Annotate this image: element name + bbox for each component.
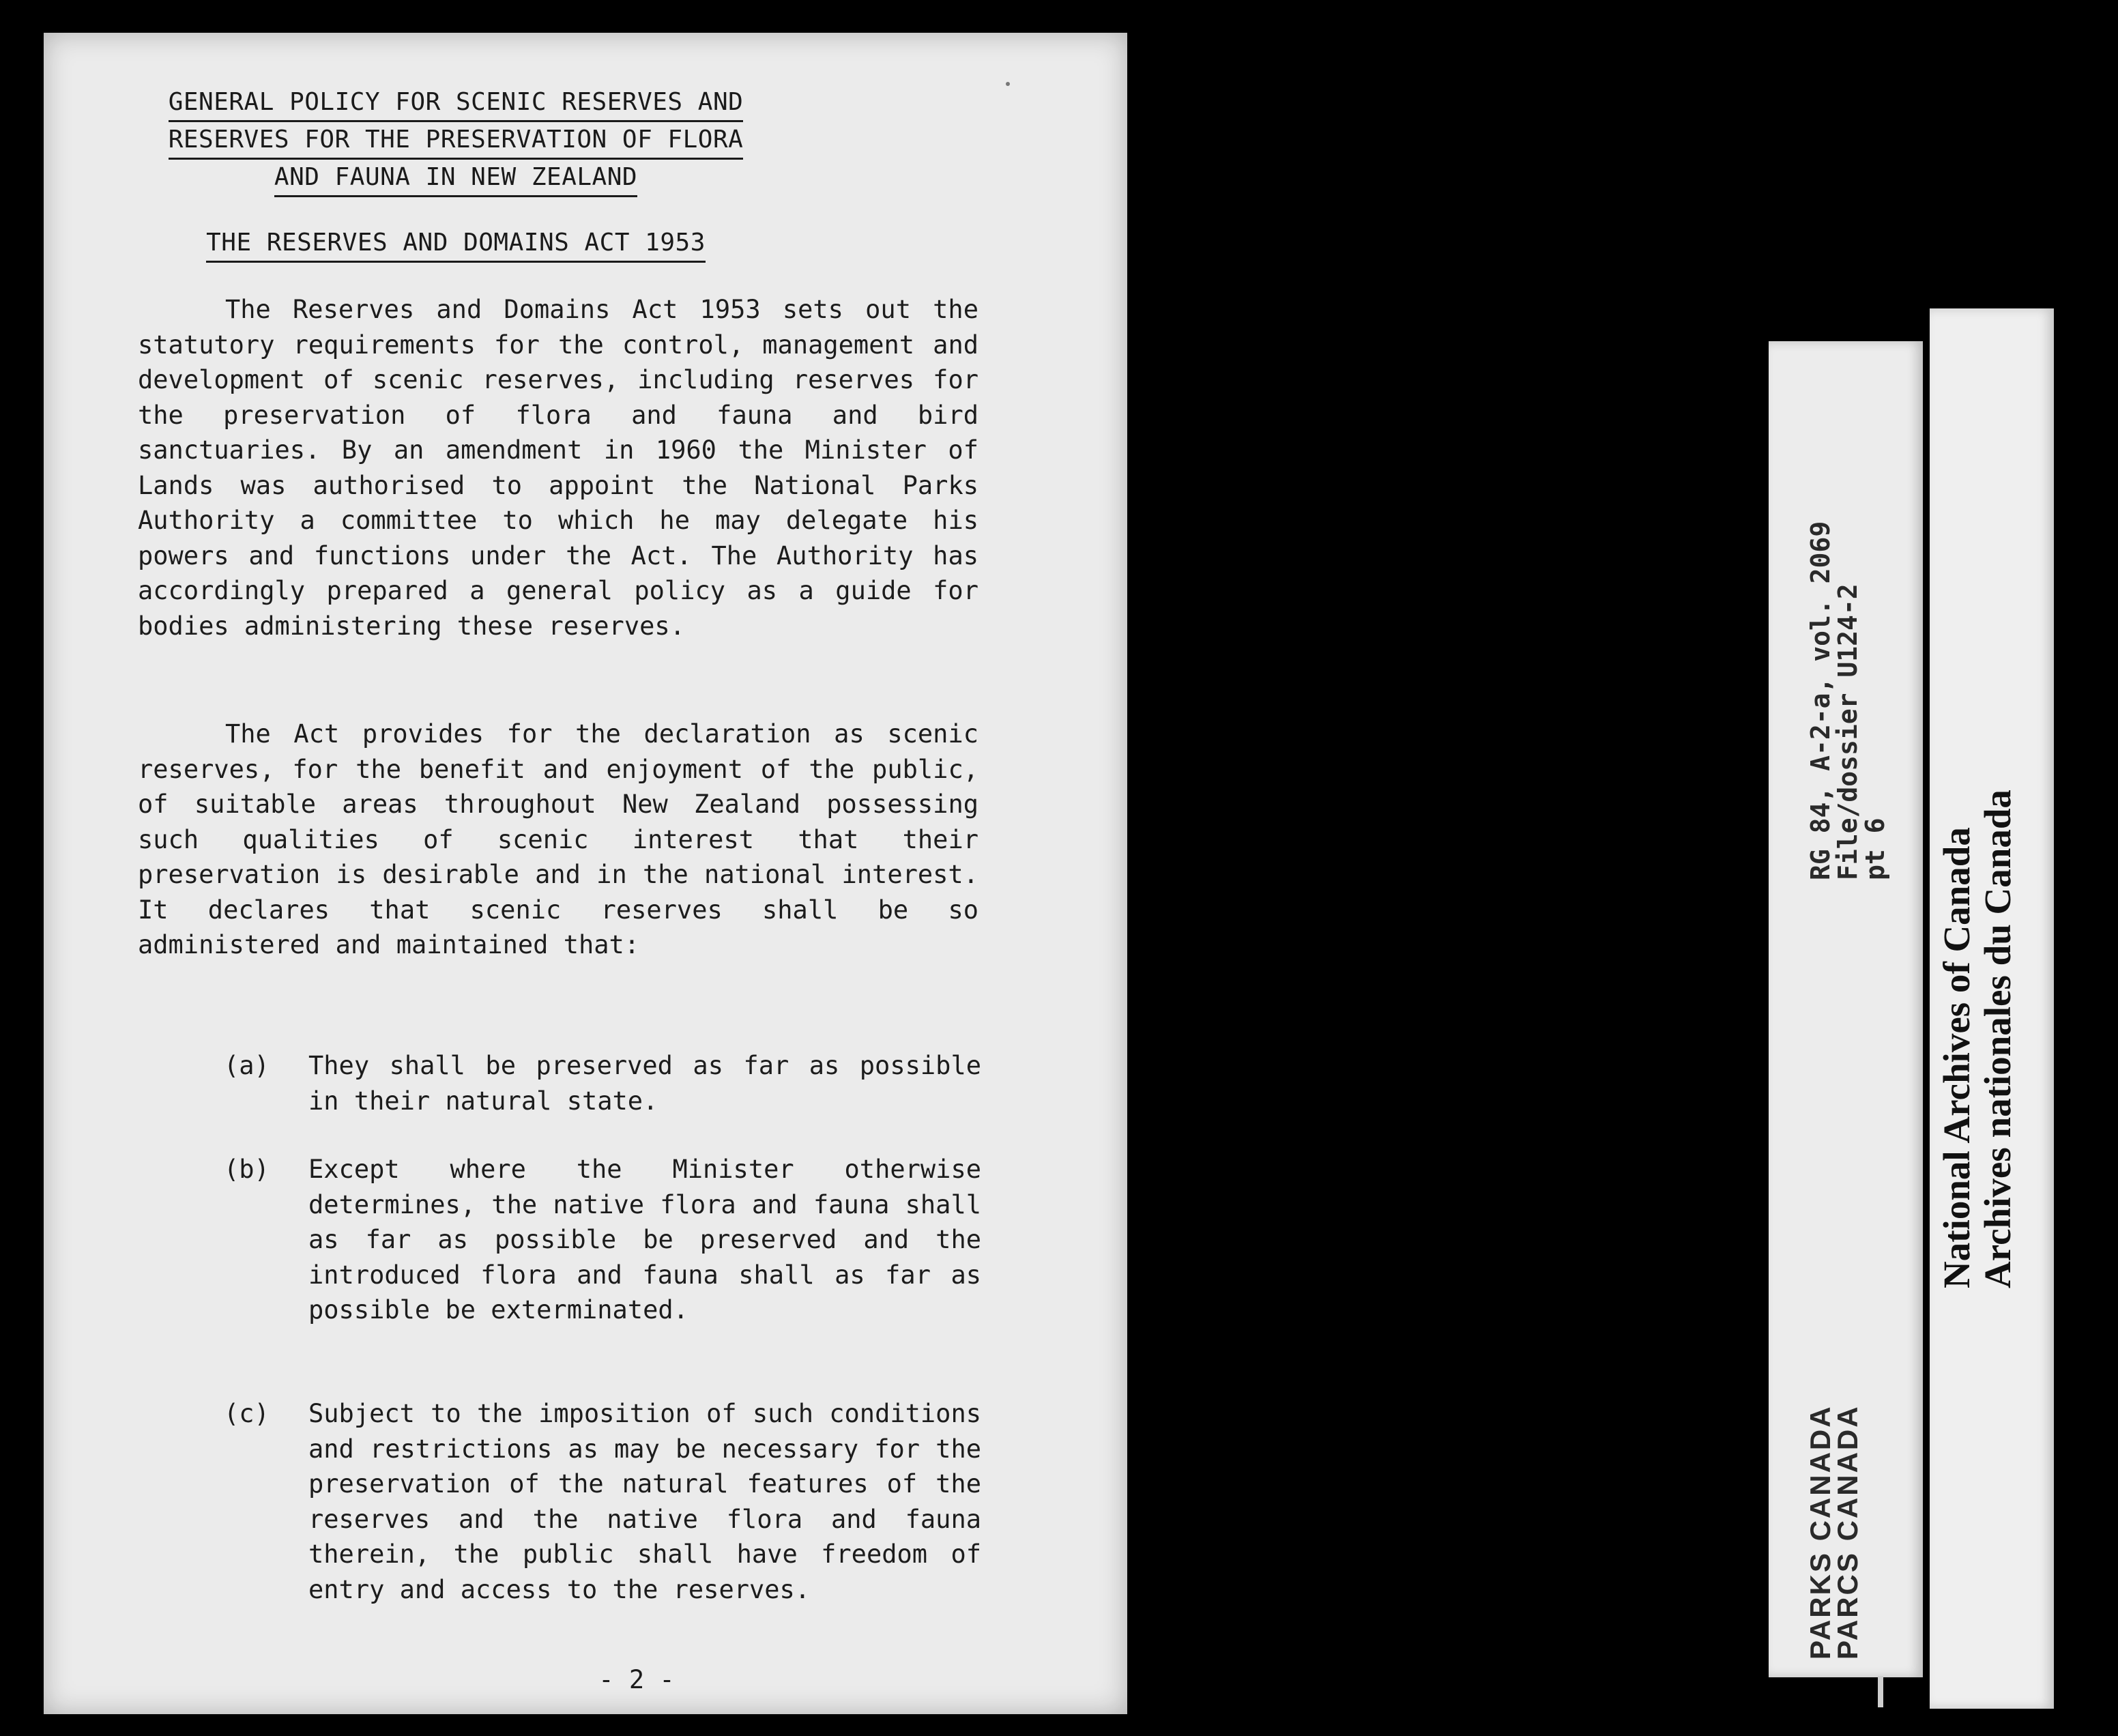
archives-line-french: Archives nationales du Canada — [1977, 790, 2018, 1288]
item-marker: (a) — [224, 1051, 270, 1080]
archive-reference — [1807, 521, 1889, 880]
item-text: Except where the Minister otherwise determines, the native flora and fauna shall as far as possible be preserved and the introduced flora and fauna shall as far as possible be exterminated. — [308, 1155, 981, 1325]
title-line-2: RESERVES FOR THE PRESERVATION OF FLORA — [169, 122, 744, 160]
agency-label — [1804, 1404, 1863, 1660]
agency-line: PARCS CANADA — [1831, 1404, 1863, 1660]
item-text: They shall be preserved as far as possible in their natural state. — [308, 1051, 981, 1116]
paragraph-intro: The Reserves and Domains Act 1953 sets out the statutory requirements for the control, management and development of scenic reserves, including reserves for the preservation of flora and fauna and bird sanctuaries. By an amendment in 1960 the Minister of Lands was authorised to appoint the National Parks Authority a committee to which he may delegate his powers and functions under the Act. The Authority has accordingly prepared a general policy as a guide for bodies administering these reserves. — [138, 295, 978, 641]
archives-line-english: National Archives of Canada — [1936, 827, 1977, 1288]
item-text: Subject to the imposition of such conditions and restrictions as may be necessary for the preservation of the natural features of the reserves and the native flora and fauna therein, the public shall have freedom of entry and access to the reserves. — [308, 1399, 981, 1604]
title-line-1: GENERAL POLICY FOR SCENIC RESERVES AND — [169, 85, 744, 122]
reference-line: RG 84, A-2-a, vol. 2069 — [1805, 521, 1836, 880]
reference-line: pt 6 — [1860, 818, 1890, 880]
list-item — [224, 1396, 981, 1607]
title-line-3: AND FAUNA IN NEW ZEALAND — [274, 160, 637, 197]
agency-line: PARKS CANADA — [1804, 1404, 1836, 1660]
list-item — [224, 1048, 981, 1118]
document-title — [0, 85, 998, 197]
page-number: - 2 - — [598, 1665, 675, 1694]
document-subtitle — [0, 225, 998, 263]
document-page — [44, 33, 1127, 1714]
list-item — [224, 1152, 981, 1328]
subtitle-text: THE RESERVES AND DOMAINS ACT 1953 — [206, 225, 706, 263]
reference-line: File/dossier U124-2 — [1833, 583, 1863, 880]
item-marker: (c) — [224, 1399, 270, 1428]
archives-label — [1936, 790, 2018, 1288]
paragraph-act-provisions: The Act provides for the declaration as scenic reserves, for the benefit and enjoyment of the public, of suitable areas throughout New Zealand possessing such qualities of scenic interest that their preservation is desirable and in the national interest. It declares that scenic reserves shall be so administered and maintained that: — [138, 719, 978, 959]
strip-tail — [1878, 1676, 1883, 1707]
paper-speck — [1006, 82, 1010, 86]
item-marker: (b) — [224, 1155, 270, 1184]
